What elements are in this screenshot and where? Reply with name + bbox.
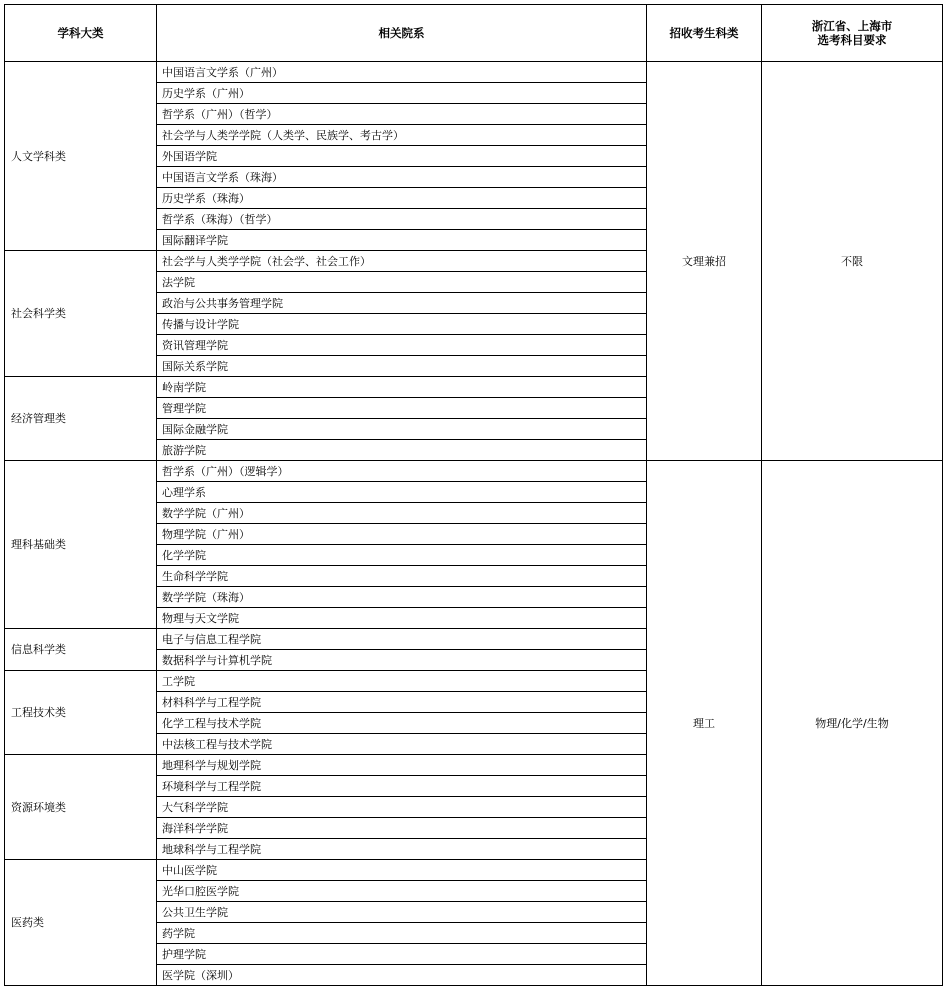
department-cell: 历史学系（广州） <box>157 83 647 104</box>
category-cell: 资源环境类 <box>5 755 157 860</box>
subjects-cell: 文理兼招 <box>647 62 762 461</box>
department-cell: 法学院 <box>157 272 647 293</box>
department-cell: 哲学系（广州）（哲学） <box>157 104 647 125</box>
department-cell: 心理学系 <box>157 482 647 503</box>
department-cell: 数学学院（广州） <box>157 503 647 524</box>
department-cell: 中山医学院 <box>157 860 647 881</box>
department-cell: 社会学与人类学学院（社会学、社会工作） <box>157 251 647 272</box>
header-requirement-line1: 浙江省、上海市 <box>811 19 893 33</box>
department-cell: 中国语言文学系（广州） <box>157 62 647 83</box>
department-cell: 生命科学学院 <box>157 566 647 587</box>
category-cell: 工程技术类 <box>5 671 157 755</box>
department-cell: 材料科学与工程学院 <box>157 692 647 713</box>
department-cell: 管理学院 <box>157 398 647 419</box>
department-cell: 哲学系（珠海）（哲学） <box>157 209 647 230</box>
department-cell: 环境科学与工程学院 <box>157 776 647 797</box>
header-row <box>5 5 943 62</box>
table-row <box>5 461 943 482</box>
department-cell: 电子与信息工程学院 <box>157 629 647 650</box>
department-cell: 国际翻译学院 <box>157 230 647 251</box>
header-requirement-line2: 选考科目要求 <box>817 33 887 47</box>
department-cell: 哲学系（广州）（逻辑学） <box>157 461 647 482</box>
department-cell: 地球科学与工程学院 <box>157 839 647 860</box>
category-cell: 经济管理类 <box>5 377 157 461</box>
department-cell: 社会学与人类学学院（人类学、民族学、考古学） <box>157 125 647 146</box>
department-cell: 国际关系学院 <box>157 356 647 377</box>
department-cell: 药学院 <box>157 923 647 944</box>
department-cell: 护理学院 <box>157 944 647 965</box>
department-cell: 大气科学学院 <box>157 797 647 818</box>
department-cell: 中国语言文学系（珠海） <box>157 167 647 188</box>
department-cell: 工学院 <box>157 671 647 692</box>
category-cell: 信息科学类 <box>5 629 157 671</box>
department-cell: 资讯管理学院 <box>157 335 647 356</box>
department-cell: 海洋科学学院 <box>157 818 647 839</box>
admissions-table <box>4 4 943 986</box>
department-cell: 化学学院 <box>157 545 647 566</box>
department-cell: 外国语学院 <box>157 146 647 167</box>
department-cell: 地理科学与规划学院 <box>157 755 647 776</box>
table-body <box>5 62 943 986</box>
category-cell: 社会科学类 <box>5 251 157 377</box>
subjects-cell: 理工 <box>647 461 762 986</box>
table-row <box>5 62 943 83</box>
department-cell: 数学学院（珠海） <box>157 587 647 608</box>
category-cell: 医药类 <box>5 860 157 986</box>
department-cell: 政治与公共事务管理学院 <box>157 293 647 314</box>
department-cell: 国际金融学院 <box>157 419 647 440</box>
department-cell: 公共卫生学院 <box>157 902 647 923</box>
header-subjects: 招收考生科类 <box>647 5 762 62</box>
department-cell: 旅游学院 <box>157 440 647 461</box>
category-cell: 理科基础类 <box>5 461 157 629</box>
department-cell: 物理学院（广州） <box>157 524 647 545</box>
department-cell: 中法核工程与技术学院 <box>157 734 647 755</box>
header-departments: 相关院系 <box>157 5 647 62</box>
department-cell: 医学院（深圳） <box>157 965 647 986</box>
category-cell: 人文学科类 <box>5 62 157 251</box>
department-cell: 数据科学与计算机学院 <box>157 650 647 671</box>
department-cell: 岭南学院 <box>157 377 647 398</box>
department-cell: 物理与天文学院 <box>157 608 647 629</box>
department-cell: 传播与设计学院 <box>157 314 647 335</box>
department-cell: 历史学系（珠海） <box>157 188 647 209</box>
requirement-cell: 物理/化学/生物 <box>762 461 943 986</box>
department-cell: 光华口腔医学院 <box>157 881 647 902</box>
requirement-cell: 不限 <box>762 62 943 461</box>
header-category: 学科大类 <box>5 5 157 62</box>
header-requirement <box>762 5 943 62</box>
department-cell: 化学工程与技术学院 <box>157 713 647 734</box>
